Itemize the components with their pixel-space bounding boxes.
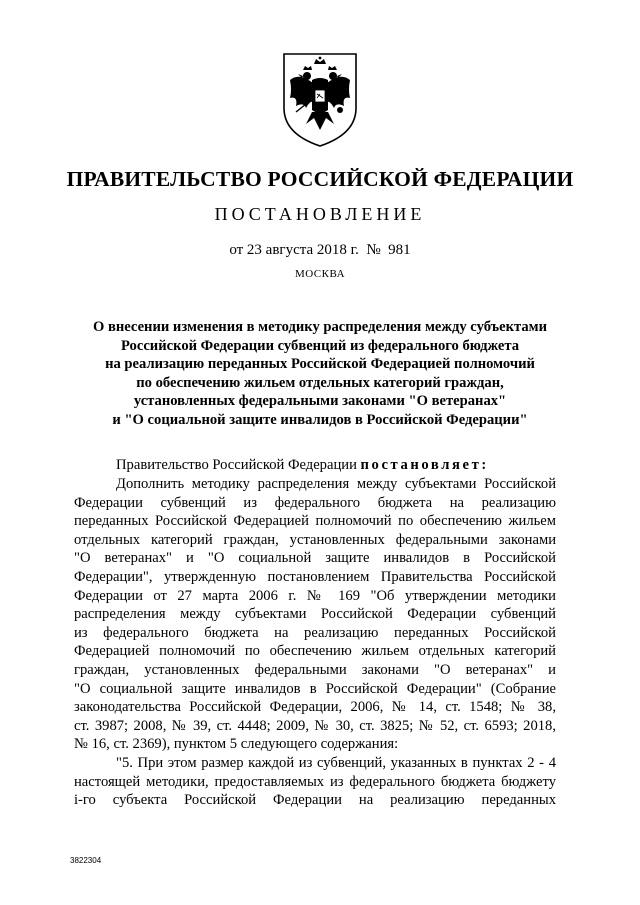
preamble-paragraph bbox=[74, 456, 556, 475]
document-date-number bbox=[0, 242, 640, 259]
subject-line: и "О социальной защите инвалидов в Российской Федерации" bbox=[112, 411, 528, 428]
body-line: переданных Российской Федерацией полномочий по обеспечению жильем bbox=[74, 513, 556, 530]
body-line: Федерации субвенций из федерального бюджета на реализацию bbox=[74, 494, 556, 511]
preamble-text: Правительство Российской Федерации bbox=[116, 457, 361, 473]
body-line: ст. 3987; 2008, № 39, ст. 4448; 2009, № 30, ст. 3825; № 52, ст. 6593; 2018, bbox=[74, 717, 556, 734]
body-line: "О социальной защите инвалидов в Российской Федерации" (Собрание bbox=[74, 680, 556, 697]
document-subject bbox=[70, 318, 570, 429]
body-line: из федерального бюджета на реализацию переданных Российской bbox=[74, 624, 556, 641]
body-line: распределения между субъектами Российской Федерации субвенций bbox=[74, 606, 556, 623]
date-text: от 23 августа 2018 г. № 981 bbox=[229, 242, 411, 258]
subject-line: по обеспечению жильем отдельных категорий граждан, bbox=[136, 374, 504, 391]
coat-of-arms-emblem bbox=[270, 50, 370, 150]
body-text bbox=[74, 475, 556, 810]
document-code: 3822304 bbox=[70, 856, 102, 865]
subject-line: О внесении изменения в методику распределения между субъектами bbox=[92, 319, 548, 335]
body-line: Федерацией полномочий по обеспечению жильем отдельных категорий bbox=[74, 643, 556, 660]
body-line: "5. При этом размер каждой из субвенций, указанных в пунктах 2 - 4 bbox=[116, 754, 556, 771]
body-line: отдельных категорий граждан, установленных федеральными законами bbox=[74, 531, 556, 548]
body-line: "О ветеранах" и "О социальной защите инвалидов в Российской bbox=[74, 550, 556, 567]
body-line: настоящей методики, предоставляемых из федерального бюджета бюджету bbox=[74, 773, 556, 790]
government-name: ПРАВИТЕЛЬСТВО РОССИЙСКОЙ ФЕДЕРАЦИИ bbox=[66, 167, 574, 191]
document-type: ПОСТАНОВЛЕНИЕ bbox=[214, 204, 426, 224]
decree-word: постановляет: bbox=[360, 457, 489, 473]
subject-line: на реализацию переданных Российской Федерацией полномочий bbox=[105, 356, 535, 372]
body-line: Федерации от 27 марта 2006 г. № 169 "Об утверждении методики bbox=[74, 587, 556, 604]
body-line: i-го субъекта Российской Федерации на реализацию переданных bbox=[74, 792, 556, 809]
body-line: № 16, ст. 2369), пунктом 5 следующего содержания: bbox=[74, 736, 399, 753]
subject-line: Российской Федерации субвенций из федерального бюджета bbox=[121, 337, 519, 354]
body-line: граждан, установленных федеральными законами "О ветеранах" и bbox=[74, 661, 556, 678]
document-city: МОСКВА bbox=[294, 268, 346, 280]
body-line: Дополнить методику распределения между субъектами Российской bbox=[116, 476, 556, 492]
body-line: законодательства Российской Федерации, 2006, № 14, ст. 1548; № 38, bbox=[74, 699, 556, 716]
body-line: Федерации", утвержденную постановлением Правительства Российской bbox=[74, 568, 556, 585]
subject-line: установленных федеральными законами "О ветеранах" bbox=[133, 393, 507, 409]
